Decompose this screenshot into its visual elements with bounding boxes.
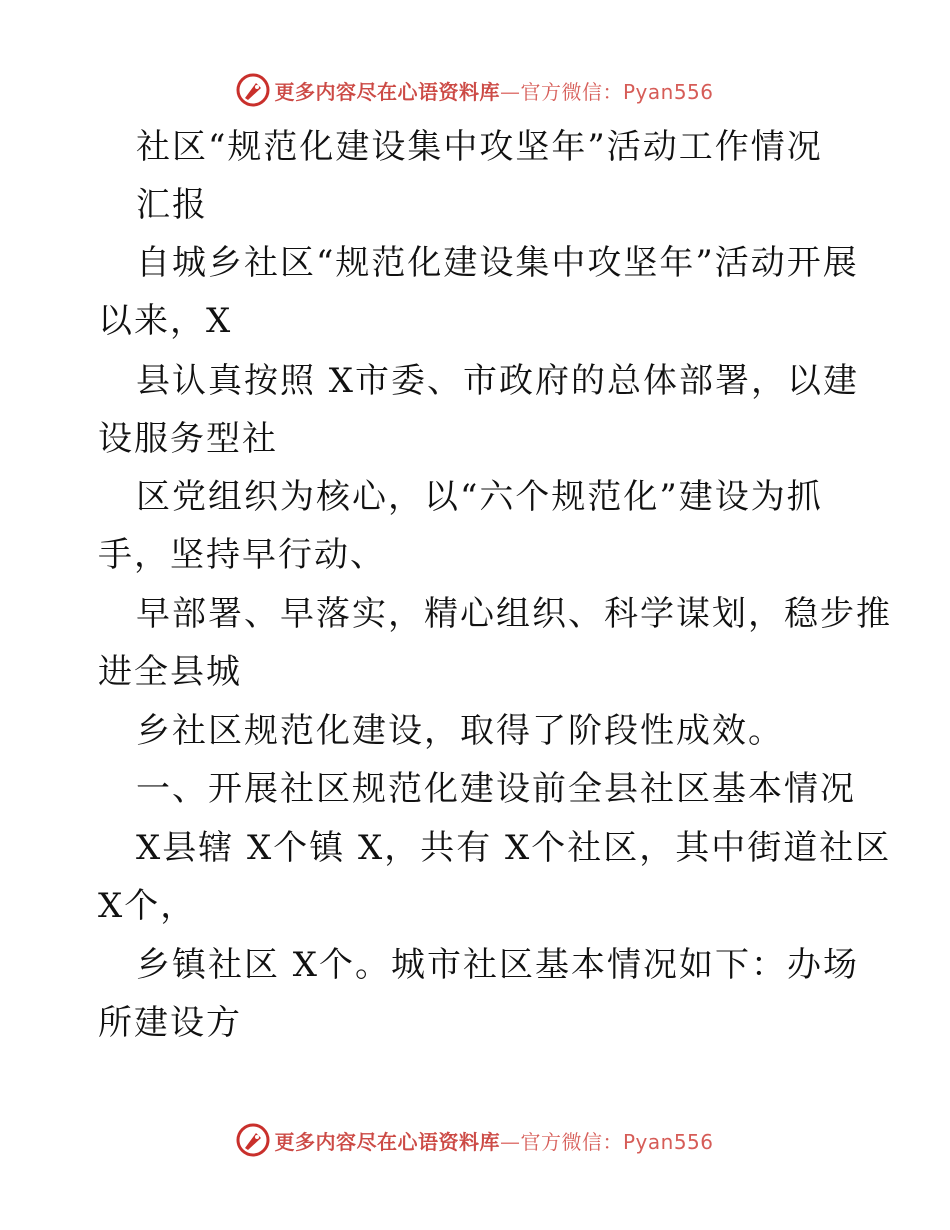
watermark-separator: — bbox=[499, 79, 521, 104]
watermark-banner-bottom bbox=[0, 1120, 950, 1160]
paragraph-line: 手，坚持早行动、 bbox=[98, 535, 386, 575]
paragraph-line: 县认真按照 X市委、市政府的总体部署，以建 bbox=[136, 361, 860, 401]
pen-nib-logo-icon bbox=[236, 73, 270, 107]
pen-nib-logo-icon bbox=[236, 1123, 270, 1157]
doc-title-line-2: 汇报 bbox=[136, 185, 208, 225]
watermark-text bbox=[274, 76, 713, 105]
doc-title-line: 社区“规范化建设集中攻坚年”活动工作情况 bbox=[136, 127, 823, 167]
paragraph-line: 乡镇社区 X个。城市社区基本情况如下：办场 bbox=[136, 945, 860, 985]
paragraph-line: 进全县城 bbox=[98, 652, 242, 692]
paragraph-line: 设服务型社 bbox=[98, 419, 278, 459]
watermark-library-text: 更多内容尽在心语资料库 bbox=[274, 1129, 500, 1154]
paragraph-line: 以来，X bbox=[98, 301, 233, 341]
watermark-banner-top bbox=[0, 70, 950, 110]
watermark-wechat-id: Pyan556 bbox=[622, 79, 714, 104]
paragraph-line: 区党组织为核心，以“六个规范化”建设为抓 bbox=[136, 477, 823, 517]
watermark-text bbox=[274, 1126, 713, 1155]
watermark-wechat-label: 官方微信： bbox=[520, 1129, 623, 1154]
watermark-wechat-id: Pyan556 bbox=[622, 1129, 714, 1154]
paragraph-line: X个， bbox=[98, 886, 197, 926]
watermark-wechat-label: 官方微信： bbox=[520, 79, 623, 104]
watermark-library-text: 更多内容尽在心语资料库 bbox=[274, 79, 500, 104]
paragraph-line: X县辖 X个镇 X，共有 X个社区，其中街道社区 bbox=[136, 828, 892, 868]
paragraph-line: 乡社区规范化建设，取得了阶段性成效。 bbox=[136, 711, 784, 751]
paragraph-line: 自城乡社区“规范化建设集中攻坚年”活动开展 bbox=[136, 243, 859, 283]
paragraph-line: 所建设方 bbox=[98, 1003, 242, 1043]
watermark-separator: — bbox=[499, 1129, 521, 1154]
section-heading: 一、开展社区规范化建设前全县社区基本情况 bbox=[136, 769, 856, 809]
paragraph-line: 早部署、早落实，精心组织、科学谋划，稳步推 bbox=[136, 594, 892, 634]
